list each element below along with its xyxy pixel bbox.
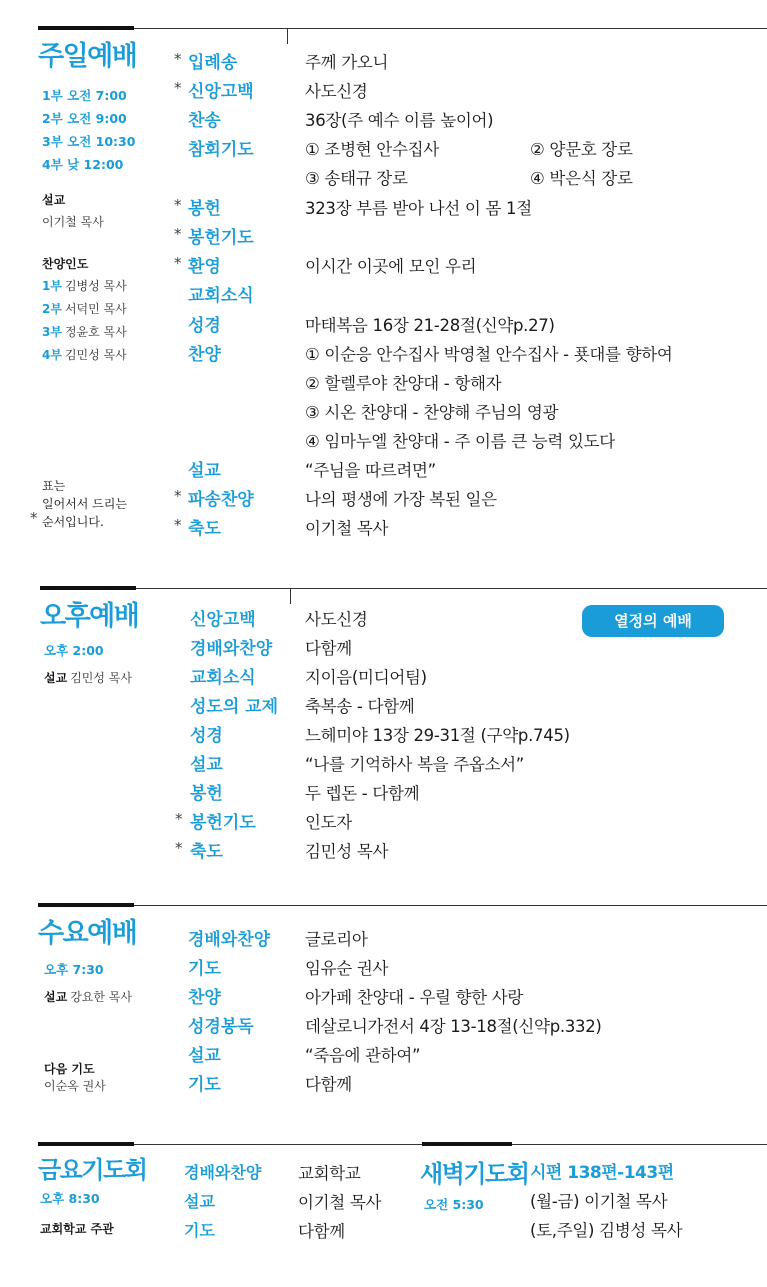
next-prayer-label: 다음 기도: [44, 1062, 95, 1076]
friday-title: 금요기도회: [38, 1156, 147, 1184]
next-prayer-name: 이순옥 권사: [44, 1079, 106, 1093]
order-label: 찬송: [188, 111, 221, 131]
section-rule: [134, 28, 767, 29]
order-label: 설교: [184, 1192, 215, 1211]
divider-tick: [287, 28, 288, 44]
dawn-line: (토,주일) 김병성 목사: [530, 1221, 683, 1240]
standing-asterisk: *: [174, 487, 182, 505]
dawn-passage: 시편 138편-143편: [530, 1163, 674, 1183]
section-rule: [422, 1142, 512, 1146]
order-value: 글로리아: [305, 930, 368, 949]
worship-leader: 1부 김병성 목사: [42, 279, 127, 293]
order-value: 다함께: [305, 1075, 352, 1094]
afternoon-title: 오후예배: [40, 601, 139, 632]
sermon-label: 설교: [42, 193, 66, 207]
order-label: 교회소식: [190, 668, 256, 688]
order-label: 찬양: [188, 345, 221, 365]
order-label: 성경: [190, 726, 223, 746]
standing-asterisk: *: [174, 50, 182, 68]
order-value: 마태복음 16장 21-28절(신약p.27): [305, 316, 555, 335]
order-value: 느헤미야 13장 29-31절 (구약p.745): [305, 726, 570, 745]
section-rule: [40, 586, 136, 590]
order-value: ④ 박은식 장로: [530, 169, 633, 188]
order-value: 주께 가오니: [305, 53, 389, 72]
order-label: 파송찬양: [188, 490, 254, 510]
order-label: 신앙고백: [188, 82, 254, 102]
wednesday-title: 수요예배: [38, 918, 137, 949]
order-value: “주님을 따르려면”: [305, 461, 436, 480]
host-note: 교회학교 주관: [40, 1222, 114, 1236]
divider-tick: [290, 588, 291, 604]
order-label: 입례송: [188, 53, 238, 73]
service-time: 3부 오전 10:30: [42, 134, 136, 149]
order-label: 기도: [184, 1221, 215, 1240]
order-label: 성경: [188, 316, 221, 336]
section-rule: [134, 905, 767, 906]
standing-note: 일어서서 드리는: [42, 497, 127, 511]
section-rule: [136, 588, 767, 589]
order-value: 교회학교: [298, 1164, 361, 1183]
order-value: 이기철 목사: [298, 1193, 382, 1212]
order-value: ③ 시온 찬양대 - 찬양해 주님의 영광: [305, 403, 559, 422]
section-rule: [38, 903, 134, 907]
order-label: 봉헌기도: [188, 228, 254, 248]
service-time: 2부 오전 9:00: [42, 111, 127, 126]
order-label: 성도의 교제: [190, 697, 279, 717]
order-value: 아가페 찬양대 - 우릴 향한 사랑: [305, 988, 524, 1007]
service-time: 4부 낮 12:00: [42, 157, 124, 172]
worship-leader: 2부 서덕민 목사: [42, 302, 127, 316]
order-value: 다함께: [298, 1222, 345, 1241]
order-value: 이시간 이곳에 모인 우리: [305, 257, 477, 276]
order-value: “나를 기억하사 복을 주옵소서”: [305, 755, 524, 774]
standing-asterisk: *: [174, 79, 182, 97]
order-value: 데살로니가전서 4장 13-18절(신약p.332): [305, 1017, 602, 1036]
sunday-title: 주일예배: [38, 41, 137, 72]
order-value: 임유순 권사: [305, 959, 389, 978]
order-label: 찬양: [188, 988, 221, 1008]
sermon-preacher: 이기철 목사: [42, 215, 104, 229]
order-value: 사도신경: [305, 82, 368, 101]
order-label: 축도: [190, 842, 223, 862]
standing-asterisk: *: [174, 225, 182, 243]
service-time: 오후 2:00: [44, 643, 104, 658]
order-label: 경배와찬양: [190, 639, 273, 659]
standing-asterisk: *: [174, 516, 182, 534]
standing-asterisk: *: [175, 810, 183, 828]
order-value: 36장(주 예수 이름 높이어): [305, 111, 494, 130]
asterisk-mark: *: [30, 509, 38, 527]
standing-note: 순서입니다.: [42, 515, 104, 529]
worship-badge: 열정의 예배: [582, 605, 724, 637]
order-label: 경배와찬양: [184, 1163, 262, 1182]
order-value: ① 조병현 안수집사: [305, 140, 439, 159]
sermon-info: 설교 강요한 목사: [44, 990, 132, 1004]
order-value: 다함께: [305, 639, 352, 658]
order-label: 설교: [188, 461, 221, 481]
order-value: 김민성 목사: [305, 842, 389, 861]
order-label: 교회소식: [188, 286, 254, 306]
section-rule: [512, 1144, 767, 1145]
order-label: 봉헌: [190, 784, 223, 804]
order-label: 경배와찬양: [188, 930, 271, 950]
worship-leader: 3부 정윤호 목사: [42, 325, 127, 339]
dawn-title: 새벽기도회: [420, 1160, 529, 1188]
service-time: 1부 오전 7:00: [42, 88, 127, 103]
section-rule: [134, 1144, 422, 1145]
order-label: 환영: [188, 257, 221, 277]
order-label: 봉헌: [188, 199, 221, 219]
dawn-line: (월-금) 이기철 목사: [530, 1192, 668, 1211]
service-time: 오후 8:30: [40, 1191, 100, 1206]
order-label: 참회기도: [188, 140, 254, 160]
order-value: “죽음에 관하여”: [305, 1046, 421, 1065]
order-value: ② 양문호 장로: [530, 140, 633, 159]
order-value: 나의 평생에 가장 복된 일은: [305, 490, 497, 509]
worship-leader: 4부 김민성 목사: [42, 348, 127, 362]
order-label: 축도: [188, 519, 221, 539]
service-time: 오전 5:30: [424, 1197, 484, 1212]
order-value: 두 렙돈 - 다함께: [305, 784, 420, 803]
order-label: 설교: [190, 755, 223, 775]
sermon-info: 설교 김민성 목사: [44, 671, 132, 685]
worship-lead-label: 찬양인도: [42, 257, 89, 271]
order-label: 기도: [188, 1075, 221, 1095]
standing-asterisk: *: [174, 254, 182, 272]
standing-asterisk: *: [174, 196, 182, 214]
section-rule: [38, 1142, 134, 1146]
order-value: ④ 임마누엘 찬양대 - 주 이름 큰 능력 있도다: [305, 432, 615, 451]
section-rule: [38, 26, 134, 30]
order-value: ② 할렐루야 찬양대 - 항해자: [305, 374, 502, 393]
order-label: 기도: [188, 959, 221, 979]
order-value: 인도자: [305, 813, 352, 832]
order-label: 설교: [188, 1046, 221, 1066]
service-time: 오후 7:30: [44, 962, 104, 977]
order-label: 성경봉독: [188, 1017, 254, 1037]
order-value: ③ 송태규 장로: [305, 169, 408, 188]
order-value: 323장 부름 받아 나선 이 몸 1절: [305, 199, 532, 218]
order-label: 봉헌기도: [190, 813, 256, 833]
standing-asterisk: *: [175, 839, 183, 857]
order-value: 이기철 목사: [305, 519, 389, 538]
order-value: 축복송 - 다함께: [305, 697, 415, 716]
order-label: 신앙고백: [190, 610, 256, 630]
order-value: 사도신경: [305, 610, 368, 629]
order-value: 지이음(미디어팀): [305, 668, 427, 687]
order-value: ① 이순응 안수집사 박영철 안수집사 - 푯대를 향하여: [305, 345, 673, 364]
standing-note: 표는: [42, 479, 66, 493]
